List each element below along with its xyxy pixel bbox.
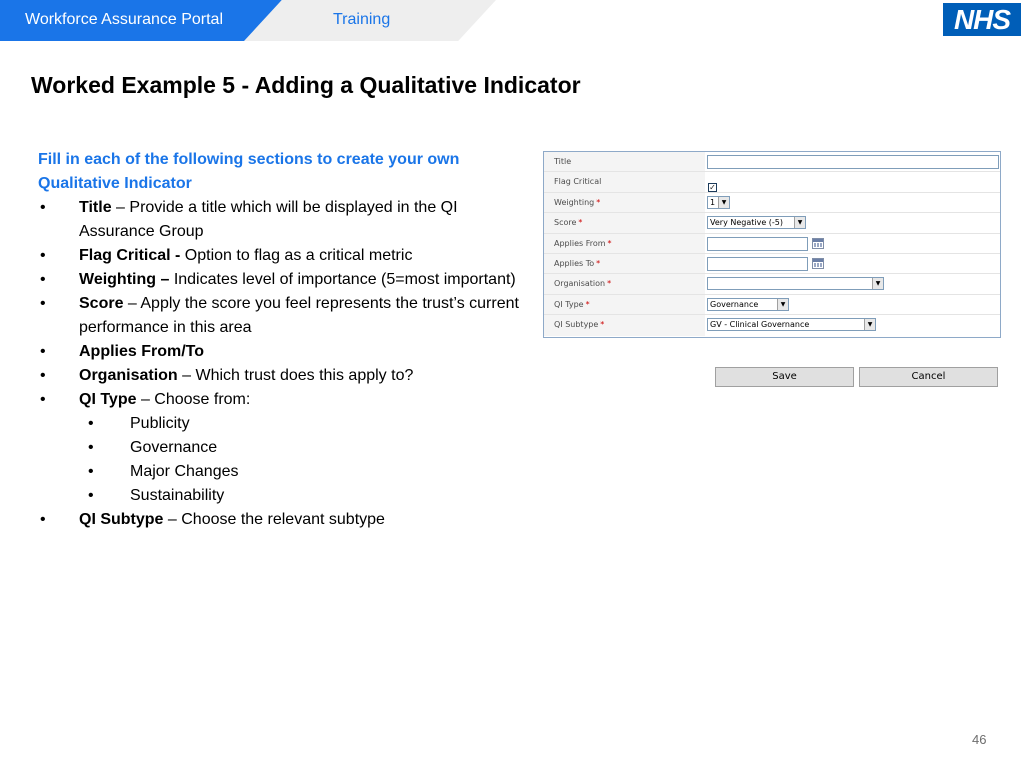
required-marker: *: [596, 197, 601, 207]
flag-critical-label: [544, 172, 705, 191]
required-marker: *: [600, 320, 605, 330]
sub-list-item: • Publicity: [38, 412, 528, 436]
title-label: [544, 152, 705, 171]
qi-subtype-select[interactable]: [707, 318, 876, 331]
page-title: Worked Example 5 - Adding a Qualitative Indicator: [31, 72, 581, 98]
organisation-label: [544, 274, 705, 293]
instructions-intro: Fill in each of the following sections to create your own Qualitative Indicator: [38, 151, 460, 192]
cancel-button[interactable]: Cancel: [859, 367, 998, 387]
calendar-icon[interactable]: [812, 238, 824, 249]
chevron-down-icon[interactable]: ▼: [864, 319, 875, 330]
item-desc: – Choose the relevant subtype: [163, 511, 385, 528]
form-row-organisation: [544, 274, 1000, 294]
qi-form: [543, 151, 1001, 338]
flag-critical-checkbox[interactable]: ✓: [709, 183, 716, 193]
label-text: Weighting: [554, 197, 595, 207]
sub-list-item: • Major Changes: [38, 460, 528, 484]
required-marker: *: [607, 238, 612, 248]
chevron-down-icon[interactable]: ▼: [794, 217, 805, 228]
required-marker: *: [596, 258, 601, 268]
select-value: 1: [710, 197, 716, 207]
list-item: [38, 196, 528, 244]
training-tab[interactable]: Training: [333, 11, 391, 28]
item-desc: – Choose from:: [136, 391, 251, 408]
form-row-applies-to: [544, 254, 1000, 274]
select-value: GV - Clinical Governance: [710, 320, 810, 330]
form-row-flag-critical: [544, 172, 1000, 192]
item-desc: Indicates level of importance (5=most important): [173, 271, 516, 288]
required-marker: *: [607, 279, 612, 289]
label-text: Flag Critical: [554, 177, 602, 187]
sub-list-item: • Sustainability: [38, 484, 528, 508]
item-term: Weighting –: [79, 271, 174, 288]
item-term: Score: [79, 295, 124, 312]
qi-type-label: [544, 295, 705, 314]
form-row-qi-type: [544, 295, 1000, 315]
list-item: [38, 364, 528, 388]
page-number: 46: [972, 732, 987, 747]
score-label: [544, 213, 705, 232]
form-row-title: [544, 152, 1000, 172]
form-row-applies-from: [544, 234, 1000, 254]
chevron-down-icon[interactable]: ▼: [872, 278, 883, 289]
save-button[interactable]: Save: [715, 367, 854, 387]
list-item: [38, 268, 528, 292]
label-text: Title: [554, 157, 572, 166]
label-text: QI Type: [554, 299, 584, 309]
item-term: Organisation: [79, 367, 178, 384]
chevron-down-icon[interactable]: ▼: [777, 299, 788, 310]
label-text: Score: [554, 218, 577, 228]
portal-tab[interactable]: Workforce Assurance Portal: [25, 11, 224, 28]
form-row-score: [544, 213, 1000, 233]
list-item: [38, 340, 528, 364]
item-term: Applies From/To: [79, 343, 205, 360]
list-item: [38, 244, 528, 268]
label-text: Applies To: [554, 258, 595, 268]
item-desc: – Which trust does this apply to?: [177, 367, 414, 384]
list-item: [38, 508, 528, 532]
organisation-select[interactable]: [707, 277, 884, 290]
item-term: Flag Critical -: [79, 247, 185, 264]
item-desc: – Provide a title which will be displayed in the QI Assurance Group: [79, 199, 458, 240]
list-item: [38, 388, 528, 412]
select-value: Governance: [710, 299, 759, 309]
applies-to-input[interactable]: [707, 257, 808, 271]
item-term: QI Type: [79, 391, 137, 408]
applies-from-input[interactable]: [707, 237, 808, 251]
applies-from-label: [544, 234, 705, 253]
score-select[interactable]: [707, 216, 806, 229]
item-term: QI Subtype: [79, 511, 164, 528]
item-desc: Option to flag as a critical metric: [184, 247, 413, 264]
label-text: Applies From: [554, 238, 606, 248]
weighting-select[interactable]: [707, 196, 730, 209]
weighting-label: [544, 193, 705, 212]
nhs-logo: NHS: [943, 3, 1021, 36]
select-value: Very Negative (-5): [710, 218, 784, 228]
sub-list-item: • Governance: [38, 436, 528, 460]
form-row-qi-subtype: [544, 315, 1000, 335]
item-term: Title: [79, 199, 112, 216]
form-row-weighting: [544, 193, 1000, 213]
qi-subtype-label: [544, 315, 705, 335]
title-input[interactable]: [707, 155, 999, 169]
instructions-list: [38, 196, 528, 532]
chevron-down-icon[interactable]: ▼: [718, 197, 729, 208]
list-item: [38, 292, 528, 340]
label-text: Organisation: [554, 279, 606, 289]
label-text: QI Subtype: [554, 320, 599, 330]
required-marker: *: [585, 299, 590, 309]
qi-type-select[interactable]: [707, 298, 789, 311]
applies-to-label: [544, 254, 705, 273]
calendar-icon[interactable]: [812, 258, 824, 269]
item-desc: – Apply the score you feel represents the trust’s current performance in this area: [79, 295, 519, 336]
required-marker: *: [578, 218, 583, 228]
